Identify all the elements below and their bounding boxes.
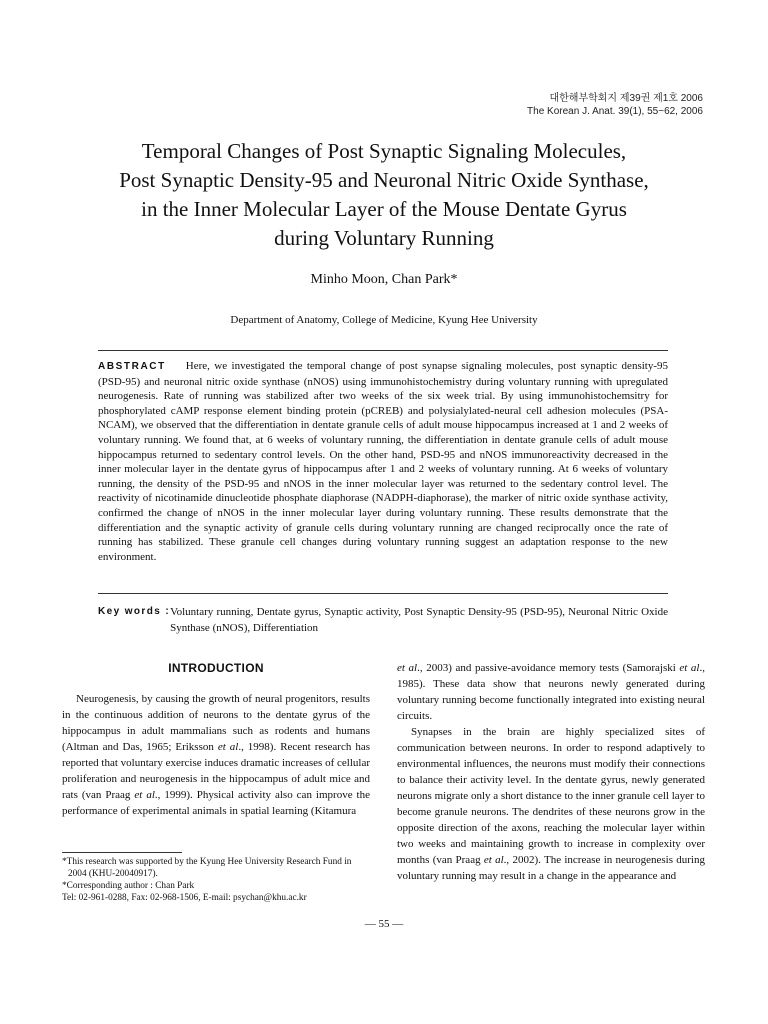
corresponding-author: *Corresponding author : Chan Park xyxy=(62,881,195,891)
abstract-label: ABSTRACT xyxy=(98,361,166,372)
funding-footnote: *This research was supported by the Kyung Hee University Research Fund in xyxy=(62,857,352,867)
introduction-heading: INTRODUCTION xyxy=(168,661,264,675)
text-run-italic: et al xyxy=(217,741,239,753)
text-run-italic: et al xyxy=(483,854,504,866)
abstract-text: Here, we investigated the temporal change of post synapse signaling molecules, post synaptic density-95 (PSD-95) and neuronal nitric oxide synthase (nNOS) using immunohistochemistry during voluntary running with upregulated neurogenesis. Rate of running was stabilized after two weeks of the six week trial. By using immunohistochemsitry for phosphorylated cAMP response element binding protein (pCREB) and polysialylated-neural cell adhesion molecules (PSA-NCAM), we observed that the differentiation in dentate granule cells of adult mouse hippocampus increased at 1 and 2 weeks of voluntary running. We found that, at 6 weeks of voluntary running, the differentiation in dentate granule cells of adult mouse hippocampus returned to sedentary control levels. On the other hand, PSD-95 and nNOS immunoreactivity decreased in the inner molecular layer in the dentate gyrus of hippocampus after 1 and 2 weeks of voluntary running. At 6 weeks of voluntary running, the density of the PSD-95 and nNOS in the inner molecular layer was returned to the sedentary control level. The reactivity of nicotinamide dinucleotide phosphate diaphorase (NADPH-diaphorase), the marker of nitric oxide synthase activity, confirmed the change of nNOS in the inner molecular layer during voluntary running. These results demonstrate that the differentiation and the synaptic activity of granule cells during voluntary running are changed reciprocally once the rate of running has stabilized. These granule cell changes during voluntary running suggest an adaptation response to the new environment. xyxy=(98,360,668,563)
text-run: ., 1998). Recent research has reported that voluntary exercise induces dramatic increases of cellular proliferation and neurogenesis in the hippocampus of adult mice and rats (van Praag xyxy=(62,741,370,801)
journal-english-citation: The Korean J. Anat. 39(1), 55~62, 2006 xyxy=(527,106,703,117)
title-line: Post Synaptic Density-95 and Neuronal Nitric Oxide Synthase, xyxy=(119,168,649,192)
abstract xyxy=(98,359,668,564)
text-run: ., 1985). These data show that neurons newly generated during voluntary running become functionally integrated into existing neural circuits. xyxy=(397,662,705,722)
intro-paragraph-2 xyxy=(397,724,705,884)
text-run: ., 2002). The increase in neurogenesis during voluntary running may result in a change in the appearance and xyxy=(397,854,705,882)
intro-paragraph-1 xyxy=(62,691,370,819)
article-title xyxy=(60,137,708,253)
text-run: Neurogenesis, by causing the growth of neural progenitors, results in the continuous addition of neurons to the dentate gyrus of the hippocampus in adult mammalians such as rodents and humans (Altman and Das, 1965; Eriksson xyxy=(62,693,370,753)
title-line: Temporal Changes of Post Synaptic Signaling Molecules, xyxy=(141,139,627,163)
keywords xyxy=(98,604,668,636)
left-column xyxy=(62,660,370,819)
title-line: in the Inner Molecular Layer of the Mouse Dentate Gyrus xyxy=(141,197,627,221)
contact-info: Tel: 02-961-0288, Fax: 02-968-1506, E-mail: psychan@khu.ac.kr xyxy=(62,893,307,903)
author-list: Minho Moon, Chan Park* xyxy=(310,272,458,287)
page-number: — 55 — xyxy=(364,918,404,930)
text-run-italic: et al xyxy=(679,662,700,674)
text-run: ., 1999). Physical activity also can improve the performance of experimental animals in spatial learning (Kitamura xyxy=(62,789,370,817)
abstract-top-rule xyxy=(98,350,668,351)
funding-footnote-continued: 2004 (KHU-20040917). xyxy=(68,869,158,879)
text-run-italic: et al xyxy=(134,789,155,801)
right-column xyxy=(397,660,705,884)
affiliation: Department of Anatomy, College of Medicine, Kyung Hee University xyxy=(230,314,538,326)
intro-paragraph-1-continued xyxy=(397,660,705,724)
keywords-text: Voluntary running, Dentate gyrus, Synaptic activity, Post Synaptic Density-95 (PSD-95), Neuronal Nitric Oxide Synthase (nNOS), Differentiation xyxy=(170,606,668,634)
abstract-bottom-rule xyxy=(98,593,668,594)
title-line: during Voluntary Running xyxy=(274,226,494,250)
text-run: ., 2003) and passive-avoidance memory tests (Samorajski xyxy=(417,662,680,674)
text-run: Synapses in the brain are highly specialized sites of communication between neurons. In order to respond adaptively to environmental influences, the neurons must modify their connections to balance their activity level. In the dentate gyrus, newly generated neurons migrate only a short distance to the inner granule cell layer to become granule neurons. The dendrites of these neurons grow in the opposite direction of the axons, reaching the molecular layer within two weeks and maintaining growth to increase in complexity over months (van Praag xyxy=(397,726,705,866)
journal-korean-citation: 대한해부학회지 제39권 제1호 2006 xyxy=(549,93,703,104)
keywords-label: Key words : xyxy=(98,606,171,617)
footnotes xyxy=(62,856,376,904)
journal-header xyxy=(527,92,703,118)
footnote-rule xyxy=(62,852,182,853)
text-run-italic: et al xyxy=(397,662,418,674)
